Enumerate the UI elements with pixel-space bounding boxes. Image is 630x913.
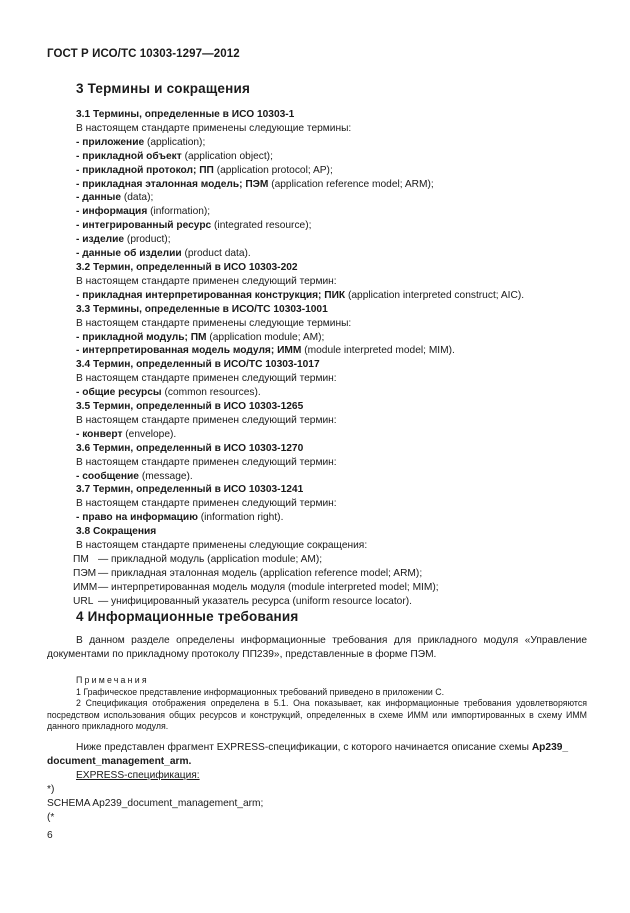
section-3-line	[76, 247, 596, 261]
code-line-3: (*	[47, 811, 55, 823]
term-bold: 3.3 Термины, определенные в ИСО/ТС 10303-1001	[76, 303, 328, 315]
term-bold: - данные об изделии	[76, 248, 182, 260]
express-intro	[47, 741, 587, 769]
section-3-line	[76, 178, 596, 192]
term-text: (application reference model; ARM);	[268, 178, 434, 190]
term-bold: - интегрированный ресурс	[76, 220, 212, 232]
notes-block	[47, 675, 587, 733]
term-text: В настоящем стандарте применены следующие термины:	[76, 122, 352, 134]
term-bold: - конверт	[76, 428, 123, 440]
section-3-line	[76, 233, 596, 247]
section-3-line	[76, 470, 596, 484]
section-3-body	[73, 108, 596, 609]
code-line-2: SCHEMA Ap239_document_management_arm;	[47, 797, 264, 809]
section-3-line	[76, 539, 596, 553]
term-bold: - приложение	[76, 136, 145, 148]
section-3-line	[76, 483, 596, 497]
term-text: (application module; AM);	[206, 331, 325, 343]
term-bold: - информация	[76, 206, 148, 218]
section-3-line	[76, 136, 596, 150]
term-bold: 3.5 Термин, определенный в ИСО 10303-1265	[76, 401, 304, 413]
section-4-title: 4 Информационные требования	[76, 609, 299, 624]
term-text: (integrated resource);	[211, 220, 312, 232]
section-3-line	[76, 191, 596, 205]
section-3-line	[76, 219, 596, 233]
express-label-row	[47, 769, 587, 783]
term-bold: - прикладная эталонная модель; ПЭМ	[76, 178, 269, 190]
term-bold: - прикладная интерпретированная конструкция; ПИК	[76, 289, 346, 301]
term-text: (common resources).	[161, 387, 261, 399]
term-bold: - интерпретированная модель модуля; ИММ	[76, 345, 302, 357]
express-block	[47, 741, 587, 824]
term-text: (application interpreted construct; AIC).	[345, 289, 525, 301]
term-bold: 3.6 Термин, определенный в ИСО 10303-1270	[76, 442, 304, 454]
abbreviation-text: — унифицированный указатель ресурса (uniform resource locator).	[98, 595, 412, 607]
express-schema-name: Ap239_ document_management_arm.	[47, 742, 569, 767]
term-text: В настоящем стандарте применены следующие термины:	[76, 317, 352, 329]
section-3-line	[76, 442, 596, 456]
abbreviation-row	[73, 553, 596, 567]
section-3-line	[76, 358, 596, 372]
section-3-line	[76, 428, 596, 442]
section-3-line	[76, 372, 596, 386]
abbreviation-key: URL	[73, 595, 94, 607]
section-3-line	[76, 456, 596, 470]
term-text: (application object);	[181, 150, 273, 162]
term-text: (information right).	[197, 512, 284, 524]
term-bold: - прикладной модуль; ПМ	[76, 331, 207, 343]
abbreviation-row	[73, 567, 596, 581]
note-1: 1 Графическое представление информационных требований приведено в приложении С.	[76, 686, 445, 697]
term-bold: - прикладной протокол; ПП	[76, 164, 214, 176]
section-3-line	[76, 400, 596, 414]
note-2: 2 Спецификация отображения определена в 5.1. Она показывает, как информационные требования удовлетворяются посредством использования общих ресурсов и конструкций, определенных в схеме ИММ или импортированных в схему ИММ данного прикладного модуля.	[47, 698, 587, 731]
term-bold: - прикладной объект	[76, 150, 182, 162]
term-bold: 3.2 Термин, определенный в ИСО 10303-202	[76, 261, 298, 273]
term-bold: 3.1 Термины, определенные в ИСО 10303-1	[76, 109, 295, 120]
abbreviation-text: — прикладной модуль (application module; AM);	[98, 554, 323, 565]
section-3-line	[76, 303, 596, 317]
section-3-line	[76, 344, 596, 358]
term-text: В настоящем стандарте применены следующие сокращения:	[76, 540, 368, 552]
section-3-line	[76, 275, 596, 289]
term-text: (product data).	[181, 248, 251, 260]
section-4-intro-text: В данном разделе определены информационные требования для прикладного модуля «Управление документами по прикладному протоколу ПП239», представленные в форме ПЭМ.	[47, 635, 587, 660]
section-3-line	[76, 150, 596, 164]
express-intro-text: Ниже представлен фрагмент EXPRESS-спецификации, с которого начинается описание схемы	[76, 742, 532, 753]
section-3-line	[76, 511, 596, 525]
term-text: В настоящем стандарте применен следующий термин:	[76, 373, 337, 385]
term-bold: 3.7 Термин, определенный в ИСО 10303-1241	[76, 484, 304, 496]
term-text: (information);	[147, 206, 211, 218]
section-3-lines	[76, 108, 596, 553]
abbreviation-text: — прикладная эталонная модель (application reference model; ARM);	[98, 567, 423, 579]
section-3-title: 3 Термины и сокращения	[76, 81, 251, 96]
abbreviation-key: ПМ	[73, 554, 89, 565]
document-header: ГОСТ Р ИСО/ТС 10303-1297—2012	[47, 48, 240, 60]
section-3-line	[76, 164, 596, 178]
section-3-line	[76, 525, 596, 539]
term-text: (application protocol; AP);	[213, 164, 333, 176]
section-3-line	[76, 122, 596, 136]
abbreviations-list	[73, 553, 596, 609]
section-3-line	[76, 289, 596, 303]
abbreviation-row	[73, 581, 596, 595]
code-line-1: *)	[47, 783, 55, 795]
term-bold: - изделие	[76, 234, 125, 246]
express-label: EXPRESS-спецификация:	[76, 769, 200, 781]
term-text: В настоящем стандарте применен следующий термин:	[76, 456, 337, 468]
section-3-line	[76, 205, 596, 219]
term-bold: - данные	[76, 192, 122, 204]
section-3-line	[76, 414, 596, 428]
abbreviation-key: ИММ	[73, 581, 98, 593]
section-3-line	[76, 331, 596, 345]
term-bold: 3.4 Термин, определенный в ИСО/ТС 10303-1017	[76, 359, 320, 371]
abbreviation-key: ПЭМ	[73, 567, 97, 579]
section-3-line	[76, 317, 596, 331]
term-bold: 3.8 Сокращения	[76, 526, 157, 538]
term-text: В настоящем стандарте применен следующий термин:	[76, 414, 337, 426]
term-bold: - общие ресурсы	[76, 387, 162, 399]
term-text: В настоящем стандарте применен следующий термин:	[76, 498, 337, 510]
notes-title: Примечания	[76, 675, 149, 685]
page-number: 6	[47, 830, 53, 841]
term-text: В настоящем стандарте применен следующий термин:	[76, 275, 337, 287]
abbreviation-text: — интерпретированная модель модуля (module interpreted model; MIM);	[98, 581, 439, 593]
term-text: (message).	[138, 470, 193, 482]
section-4-intro	[47, 634, 587, 662]
section-3-line	[76, 386, 596, 400]
term-bold: - сообщение	[76, 470, 139, 482]
term-text: (module interpreted model; MIM).	[301, 345, 455, 357]
section-3-line	[76, 108, 596, 122]
term-text: (envelope).	[122, 428, 177, 440]
term-text: (data);	[121, 192, 154, 204]
abbreviation-row	[73, 595, 596, 609]
term-text: (application);	[144, 136, 206, 148]
term-bold: - право на информацию	[76, 512, 198, 524]
term-text: (product);	[124, 234, 171, 246]
section-3-line	[76, 261, 596, 275]
section-3-line	[76, 497, 596, 511]
